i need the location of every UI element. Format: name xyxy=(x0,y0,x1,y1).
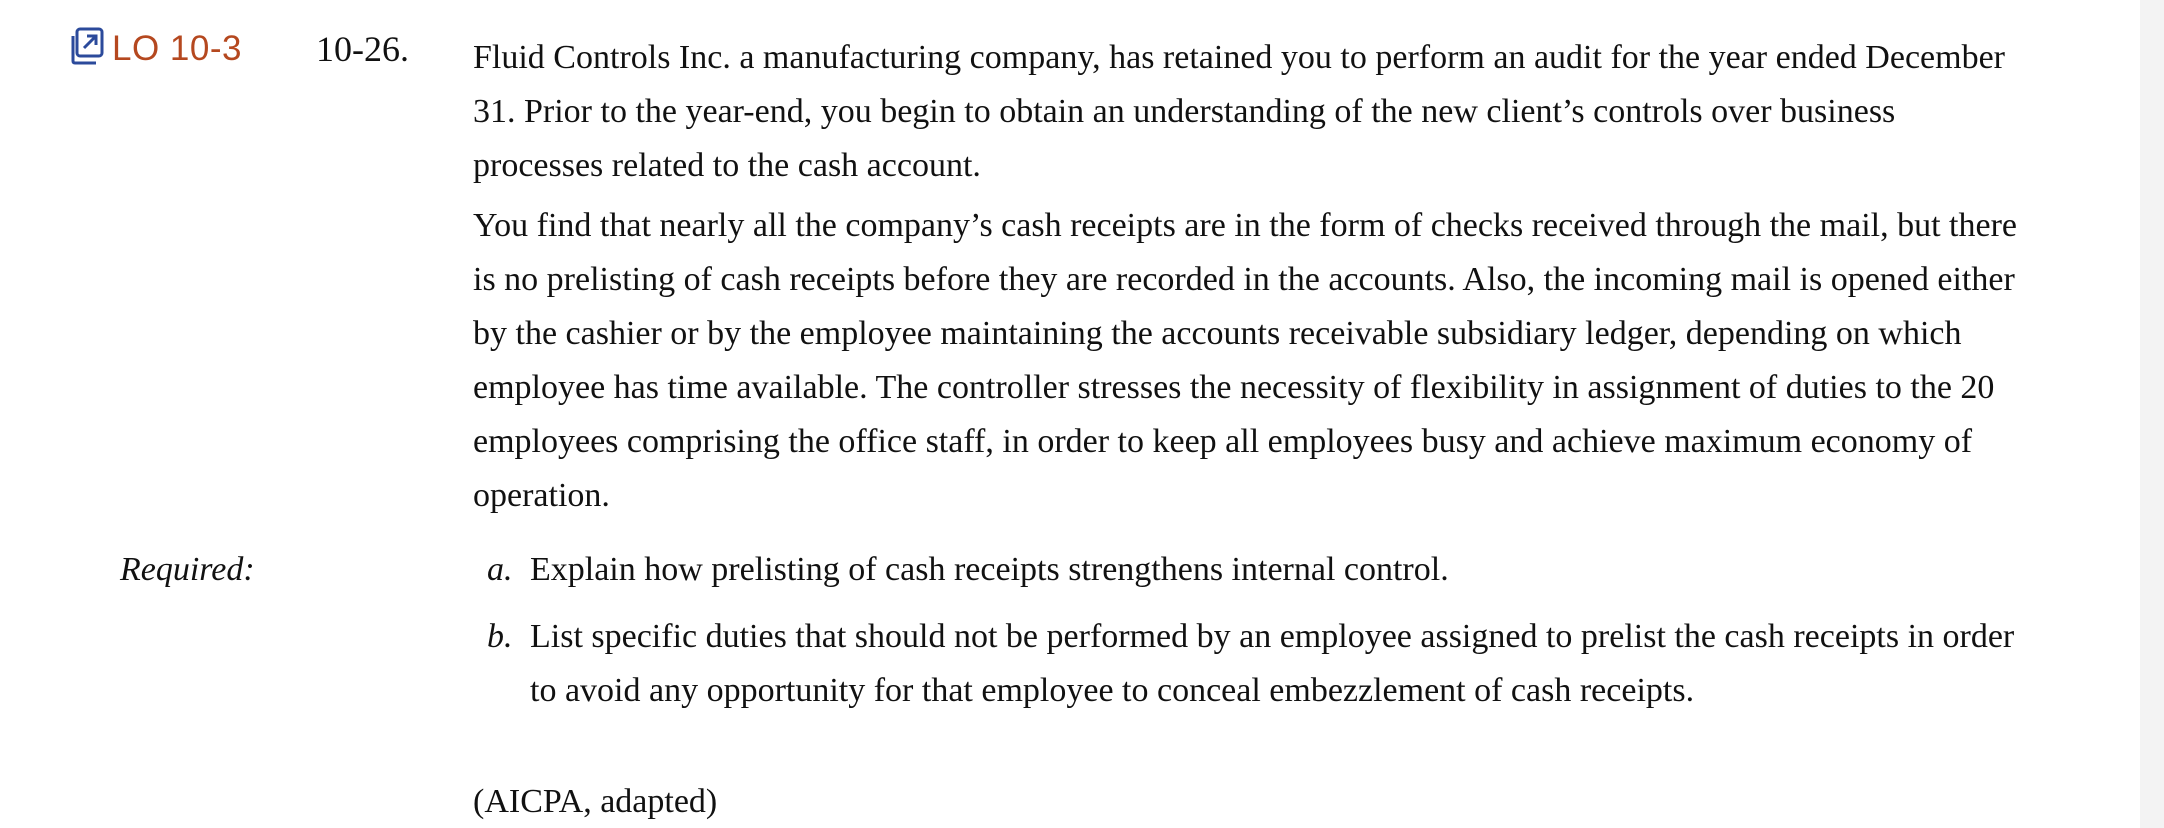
requirement-text: Explain how prelisting of cash receipts strengthens internal control. xyxy=(530,551,1449,588)
problem-body xyxy=(473,31,2033,523)
requirement-text: List specific duties that should not be performed by an employee assigned to prelist the cash receipts in order to avoid any opportunity for that employee to conceal embezzlement of cash receipts. xyxy=(530,618,2015,709)
problem-number: 10-26. xyxy=(316,29,409,69)
problem-paragraph: Fluid Controls Inc. a manufacturing company, has retained you to perform an audit for the year ended December 31. Prior to the year-end, you begin to obtain an understanding of the new client’s controls over business processes related to the cash account. xyxy=(473,39,2005,184)
requirement-item xyxy=(473,548,2033,597)
required-label: Required: xyxy=(120,551,255,588)
requirements-list xyxy=(473,548,2033,736)
page-edge-rail xyxy=(2140,0,2164,828)
requirement-item xyxy=(473,615,2033,718)
lo-reference-label[interactable]: LO 10-3 xyxy=(112,28,242,68)
external-link-icon[interactable] xyxy=(68,26,106,66)
learning-objective-link[interactable] xyxy=(68,26,242,66)
requirement-letter: a. xyxy=(487,551,513,588)
source-citation: (AICPA, adapted) xyxy=(473,783,718,820)
requirement-letter: b. xyxy=(487,618,513,655)
problem-paragraph: You find that nearly all the company’s cash receipts are in the form of checks received through the mail, but there is no prelisting of cash receipts before they are recorded in the accounts. Also, the incoming mail is opened either by the cashier or by the employee maintaining the accounts receivable subsidiary ledger, depending on which employee has time available. The controller stresses the necessity of flexibility in assignment of duties to the 20 employees comprising the office staff, in order to keep all employees busy and achieve maximum economy of operation. xyxy=(473,207,2017,514)
